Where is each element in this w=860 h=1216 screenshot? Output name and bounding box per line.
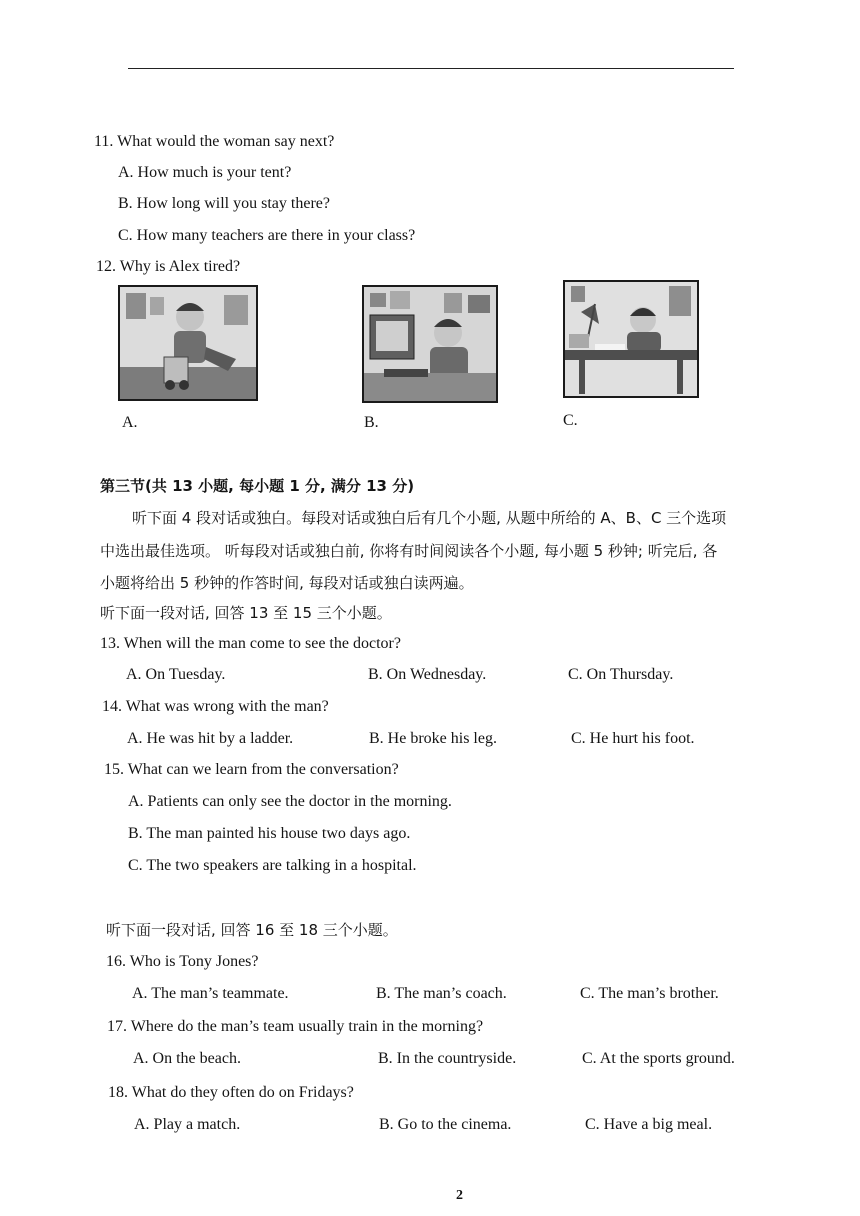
- q17-option-a: A. On the beach.: [133, 1050, 241, 1067]
- question-16: 16. Who is Tony Jones?: [106, 953, 259, 970]
- picture-c-boy-studying-at-desk: [563, 280, 699, 398]
- q16-option-c: C. The man’s brother.: [580, 985, 719, 1002]
- dialogue-2-prompt: 听下面一段对话, 回答 16 至 18 三个小题。: [106, 921, 398, 939]
- picture-b-boy-playing-computer: [362, 285, 498, 403]
- section-3-instruction-line-1: 听下面 4 段对话或独白。每段对话或独白后有几个小题, 从题中所给的 A、B、C 三个选项: [132, 509, 727, 527]
- section-3-heading: 第三节(共 13 小题, 每小题 1 分, 满分 13 分): [100, 477, 415, 495]
- q16-option-a: A. The man’s teammate.: [132, 985, 289, 1002]
- q11-option-a: A. How much is your tent?: [118, 164, 292, 181]
- q15-option-a: A. Patients can only see the doctor in the morning.: [128, 793, 452, 810]
- picture-label-b: B.: [364, 414, 379, 431]
- page-number: 2: [456, 1188, 463, 1203]
- question-12: 12. Why is Alex tired?: [96, 258, 241, 275]
- q14-option-a: A. He was hit by a ladder.: [127, 730, 294, 747]
- picture-a-boy-building-robot: [118, 285, 258, 401]
- question-13: 13. When will the man come to see the doctor?: [100, 635, 401, 652]
- header-rule: [128, 68, 734, 69]
- q13-option-a: A. On Tuesday.: [126, 666, 226, 683]
- q18-option-c: C. Have a big meal.: [585, 1116, 713, 1133]
- question-14: 14. What was wrong with the man?: [102, 698, 329, 715]
- q11-option-c: C. How many teachers are there in your class?: [118, 227, 416, 244]
- dialogue-1-prompt: 听下面一段对话, 回答 13 至 15 三个小题。: [100, 604, 392, 622]
- q18-option-b: B. Go to the cinema.: [379, 1116, 512, 1133]
- q15-option-b: B. The man painted his house two days ago.: [128, 825, 411, 842]
- section-3-instruction-line-3: 小题将给出 5 秒钟的作答时间, 每段对话或独白读两遍。: [100, 574, 474, 592]
- question-17: 17. Where do the man’s team usually train in the morning?: [107, 1018, 484, 1035]
- q11-option-b: B. How long will you stay there?: [118, 195, 330, 212]
- section-3-instruction-line-2: 中选出最佳选项。 听每段对话或独白前, 你将有时间阅读各个小题, 每小题 5 秒钟; 听完后, 各: [100, 542, 718, 560]
- picture-label-a: A.: [122, 414, 138, 431]
- q13-option-b: B. On Wednesday.: [368, 666, 487, 683]
- q17-option-b: B. In the countryside.: [378, 1050, 517, 1067]
- question-11: 11. What would the woman say next?: [94, 133, 335, 150]
- q15-option-c: C. The two speakers are talking in a hospital.: [128, 857, 417, 874]
- question-15: 15. What can we learn from the conversation?: [104, 761, 399, 778]
- picture-label-c: C.: [563, 412, 578, 429]
- q16-option-b: B. The man’s coach.: [376, 985, 507, 1002]
- question-18: 18. What do they often do on Fridays?: [108, 1084, 354, 1101]
- q18-option-a: A. Play a match.: [134, 1116, 241, 1133]
- q17-option-c: C. At the sports ground.: [582, 1050, 735, 1067]
- q14-option-c: C. He hurt his foot.: [571, 730, 695, 747]
- q14-option-b: B. He broke his leg.: [369, 730, 497, 747]
- q13-option-c: C. On Thursday.: [568, 666, 674, 683]
